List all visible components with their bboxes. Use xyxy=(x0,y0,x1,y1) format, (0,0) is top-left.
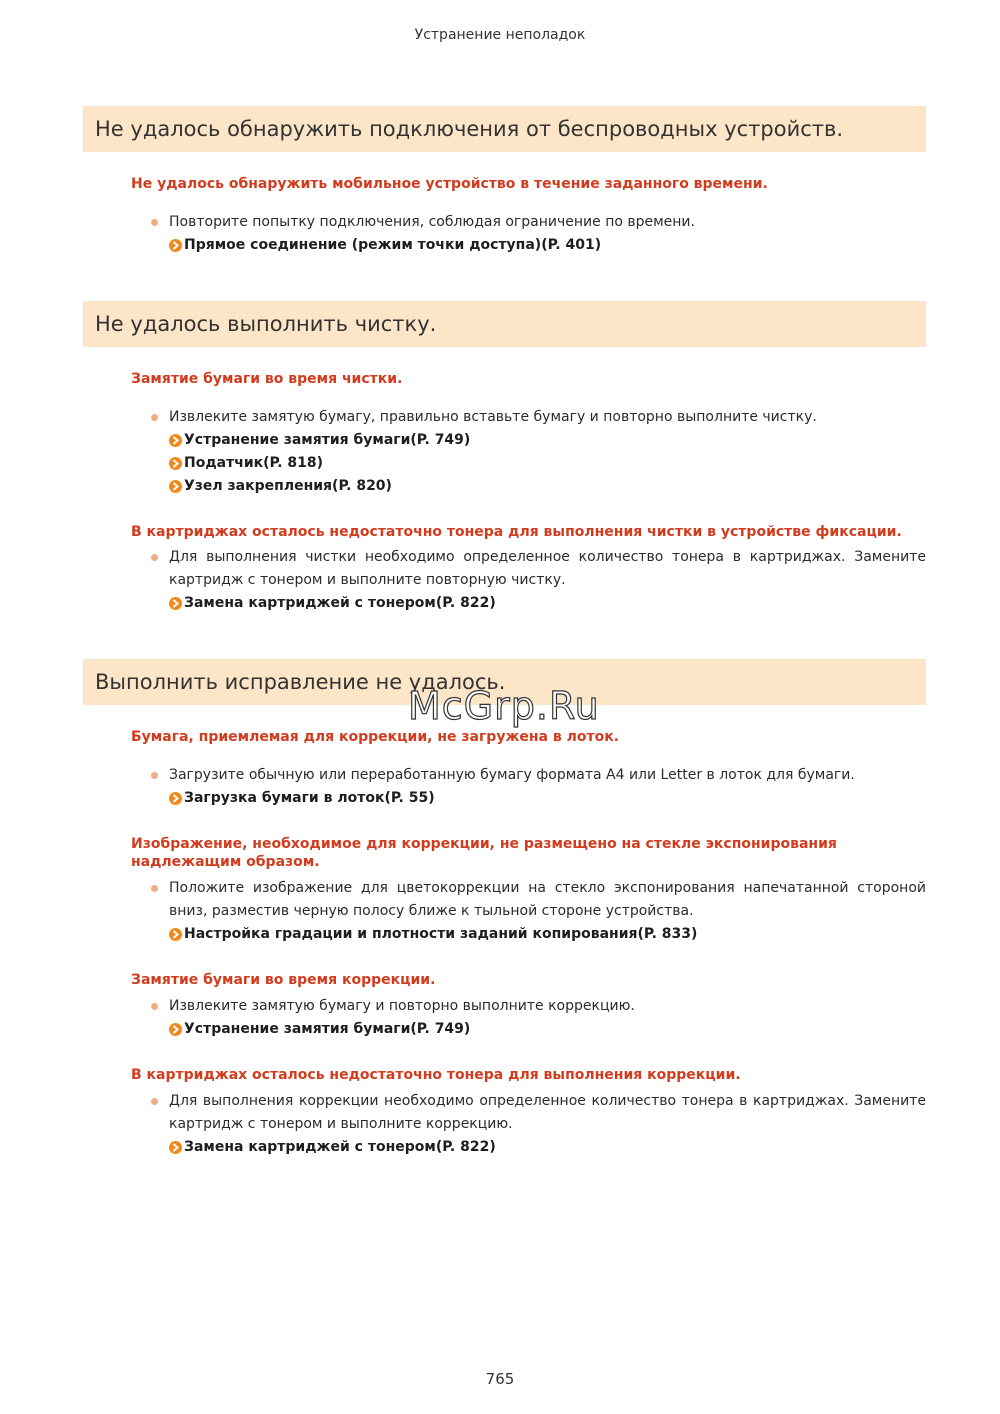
cause-heading: В картриджах осталось недостаточно тонера для выполнения чистки в устройстве фиксации. xyxy=(131,524,902,540)
reference-link[interactable] xyxy=(151,1136,926,1159)
section-title: Не удалось выполнить чистку. xyxy=(83,301,926,347)
bullet-item xyxy=(151,406,926,498)
chevron-right-icon xyxy=(169,597,182,610)
reference-link-label: Узел закрепления(P. 820) xyxy=(184,478,392,494)
reference-link-label: Настройка градации и плотности заданий копирования(P. 833) xyxy=(184,926,698,942)
bullet-text: Положите изображение для цветокоррекции на стекло экспонирования напечатанной стороной вниз, разместив черную полосу ближе к тыльной стороне устройства. xyxy=(169,880,926,919)
reference-link[interactable] xyxy=(151,234,926,257)
reference-link-label: Загрузка бумаги в лоток(P. 55) xyxy=(184,790,435,806)
chevron-right-icon xyxy=(169,1141,182,1154)
bullet-dot-icon xyxy=(151,1098,158,1105)
bullet-item xyxy=(151,211,926,257)
reference-link-label: Устранение замятия бумаги(P. 749) xyxy=(184,432,471,448)
bullet-text: Извлеките замятую бумагу и повторно выполните коррекцию. xyxy=(169,998,635,1014)
reference-link[interactable] xyxy=(151,1018,926,1041)
watermark: McGrp.Ru xyxy=(408,684,600,728)
chevron-right-icon xyxy=(169,928,182,941)
reference-link-label: Податчик(P. 818) xyxy=(184,455,324,471)
cause-heading: Замятие бумаги во время чистки. xyxy=(131,371,403,387)
bullet-item xyxy=(151,877,926,946)
chevron-right-icon xyxy=(169,1023,182,1036)
bullet-item xyxy=(151,1090,926,1159)
reference-link[interactable] xyxy=(151,592,926,615)
cause-heading: Не удалось обнаружить мобильное устройство в течение заданного времени. xyxy=(131,176,768,192)
bullet-text: Для выполнения коррекции необходимо определенное количество тонера в картриджах. Замените картридж с тонером и выполните коррекцию. xyxy=(169,1093,926,1132)
bullet-dot-icon xyxy=(151,554,158,561)
cause-heading: Замятие бумаги во время коррекции. xyxy=(131,972,436,988)
bullet-text: Повторите попытку подключения, соблюдая ограничение по времени. xyxy=(169,214,695,230)
chevron-right-icon xyxy=(169,239,182,252)
reference-link[interactable] xyxy=(151,787,926,810)
reference-link-label: Замена картриджей с тонером(P. 822) xyxy=(184,1139,496,1155)
bullet-item xyxy=(151,764,926,810)
cause-heading: Бумага, приемлемая для коррекции, не загружена в лоток. xyxy=(131,729,620,745)
chevron-right-icon xyxy=(169,434,182,447)
reference-link[interactable] xyxy=(151,923,926,946)
reference-link[interactable] xyxy=(151,429,926,452)
bullet-dot-icon xyxy=(151,219,158,226)
bullet-text: Загрузите обычную или переработанную бумагу формата A4 или Letter в лоток для бумаги. xyxy=(169,767,855,783)
reference-link-label: Замена картриджей с тонером(P. 822) xyxy=(184,595,496,611)
reference-link[interactable] xyxy=(151,475,926,498)
bullet-dot-icon xyxy=(151,414,158,421)
reference-link-label: Прямое соединение (режим точки доступа)(P. 401) xyxy=(184,237,602,253)
chevron-right-icon xyxy=(169,457,182,470)
section-title: Не удалось обнаружить подключения от беспроводных устройств. xyxy=(83,106,926,152)
cause-heading: В картриджах осталось недостаточно тонера для выполнения коррекции. xyxy=(131,1067,741,1083)
reference-link-label: Устранение замятия бумаги(P. 749) xyxy=(184,1021,471,1037)
chevron-right-icon xyxy=(169,480,182,493)
bullet-item xyxy=(151,995,926,1041)
page-number: 765 xyxy=(485,1370,515,1388)
reference-link[interactable] xyxy=(151,452,926,475)
bullet-dot-icon xyxy=(151,885,158,892)
cause-heading: Изображение, необходимое для коррекции, не размещено на стекле экспонирования надлежащим образом. xyxy=(131,836,837,870)
section-title: Выполнить исправление не удалось. xyxy=(83,659,926,705)
bullet-text: Для выполнения чистки необходимо определенное количество тонера в картриджах. Замените картридж с тонером и выполните повторную чистку. xyxy=(169,549,926,588)
bullet-dot-icon xyxy=(151,1003,158,1010)
bullet-dot-icon xyxy=(151,772,158,779)
running-header: Устранение неполадок xyxy=(414,27,586,43)
bullet-item xyxy=(151,546,926,615)
chevron-right-icon xyxy=(169,792,182,805)
bullet-text: Извлеките замятую бумагу, правильно вставьте бумагу и повторно выполните чистку. xyxy=(169,409,817,425)
